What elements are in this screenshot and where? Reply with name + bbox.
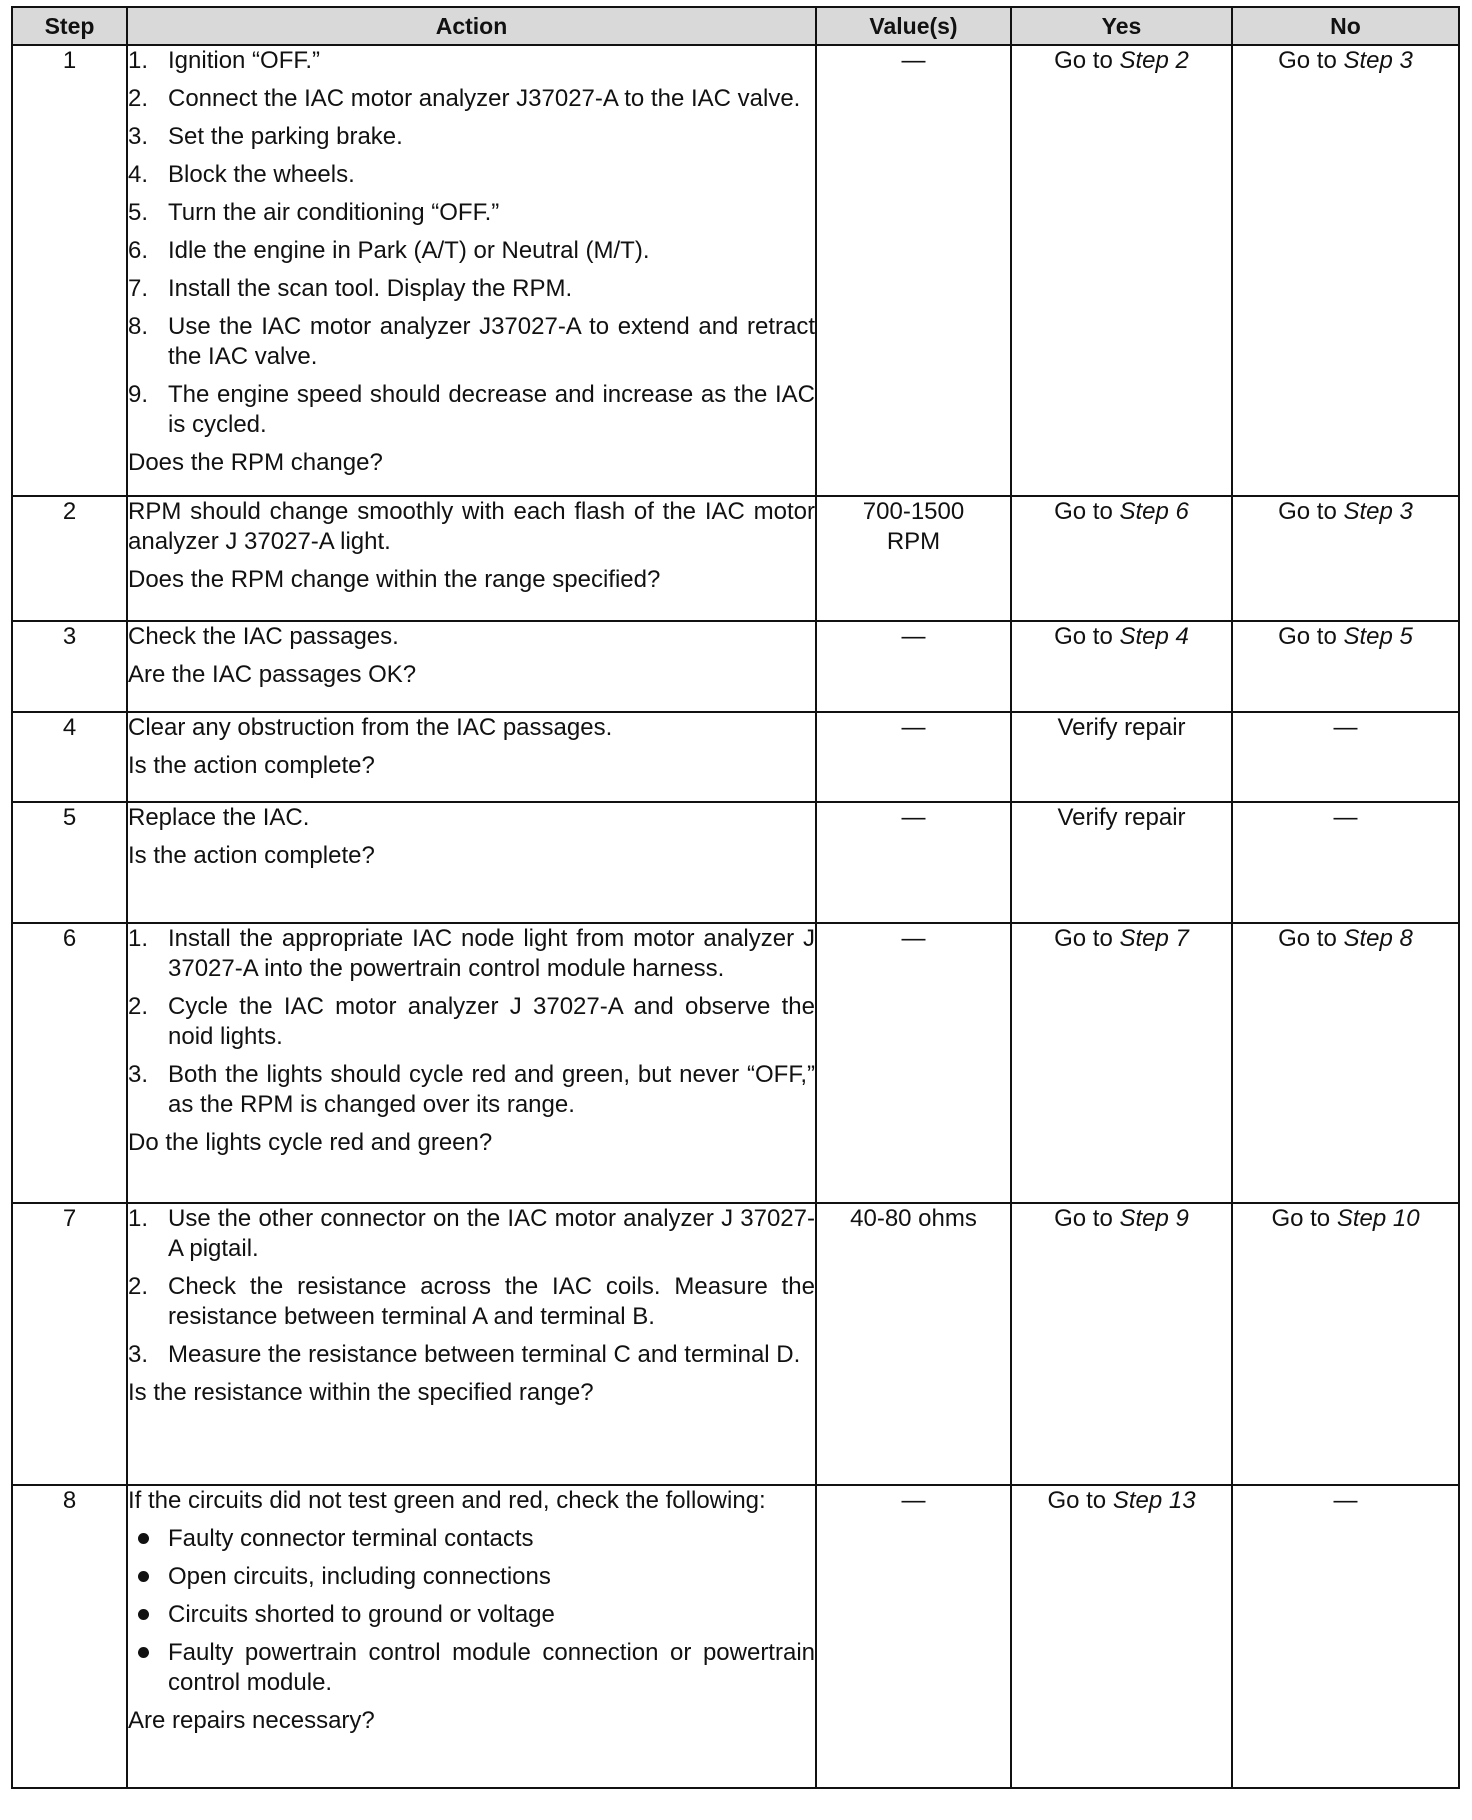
list-item: 7. Install the scan tool. Display the RPM. (128, 275, 573, 302)
bullet-icon (138, 1647, 149, 1658)
action-cell (127, 1203, 816, 1485)
list-item: 3. Both the lights should cycle red and green, but never “OFF,” as the RPM is changed over its range. (128, 1061, 815, 1118)
action-cell (127, 802, 816, 923)
list-item: 1. Ignition “OFF.” (128, 47, 321, 74)
no-step-link: Step 3 (1343, 498, 1413, 525)
list-item: 2. Connect the IAC motor analyzer J37027-A to the IAC valve. (128, 85, 801, 112)
diagnostic-table (11, 6, 1460, 1789)
action-question: Are repairs necessary? (128, 1707, 375, 1734)
value-cell: — (816, 1485, 1011, 1788)
action-cell (127, 1485, 816, 1788)
bullet-icon (138, 1571, 149, 1582)
yes-step-link: Step 9 (1119, 1205, 1189, 1232)
value-cell: — (816, 45, 1011, 496)
value-line: 700-1500 (862, 498, 965, 525)
action-cell (127, 45, 816, 496)
list-item: 6. Idle the engine in Park (A/T) or Neutral (M/T). (128, 237, 650, 264)
table-row-step-8 (12, 1485, 1459, 1788)
no-cell: — (1232, 802, 1459, 923)
yes-step-link: Step 2 (1119, 47, 1189, 74)
no-step-link: Step 10 (1336, 1205, 1420, 1232)
table-row-step-6 (12, 923, 1459, 1203)
list-item: Faulty connector terminal contacts (128, 1524, 815, 1554)
action-question: Are the IAC passages OK? (128, 661, 417, 688)
yes-cell: Verify repair (1011, 712, 1232, 802)
step-number: 4 (12, 712, 127, 802)
action-text: If the circuits did not test green and red, check the following: (128, 1487, 766, 1514)
header-row (12, 7, 1459, 45)
yes-cell: Go to Step 13 (1011, 1485, 1232, 1788)
no-cell: Go to Step 3 (1232, 496, 1459, 621)
step-number: 8 (12, 1485, 127, 1788)
action-question: Is the action complete? (128, 752, 375, 779)
value-cell: — (816, 712, 1011, 802)
header-yes: Yes (1011, 7, 1232, 45)
checklist (128, 1524, 815, 1698)
list-item: 3. Measure the resistance between terminal C and terminal D. (128, 1341, 801, 1368)
action-question: Does the RPM change within the range specified? (128, 566, 661, 593)
action-question: Is the resistance within the specified range? (128, 1379, 594, 1406)
action-cell (127, 621, 816, 712)
no-cell: Go to Step 3 (1232, 45, 1459, 496)
action-list (128, 924, 815, 1120)
header-action: Action (127, 7, 816, 45)
value-cell: — (816, 802, 1011, 923)
step-number: 7 (12, 1203, 127, 1485)
no-cell: — (1232, 1485, 1459, 1788)
header-no: No (1232, 7, 1459, 45)
yes-cell: Verify repair (1011, 802, 1232, 923)
list-item: Open circuits, including connections (128, 1562, 815, 1592)
yes-step-link: Step 4 (1119, 623, 1189, 650)
action-text: RPM should change smoothly with each flash of the IAC motor analyzer J 37027-A light. (128, 498, 815, 555)
list-item: 3. Set the parking brake. (128, 123, 403, 150)
yes-cell: Go to Step 2 (1011, 45, 1232, 496)
table-row-step-3 (12, 621, 1459, 712)
step-number: 1 (12, 45, 127, 496)
table-row-step-4 (12, 712, 1459, 802)
yes-cell: Go to Step 6 (1011, 496, 1232, 621)
action-text: Clear any obstruction from the IAC passages. (128, 714, 613, 741)
no-step-link: Step 3 (1343, 47, 1413, 74)
action-cell (127, 923, 816, 1203)
value-line: RPM (886, 528, 941, 555)
value-cell: 40-80 ohms (816, 1203, 1011, 1485)
no-step-link: Step 8 (1343, 925, 1413, 952)
header-values: Value(s) (816, 7, 1011, 45)
list-item: 4. Block the wheels. (128, 161, 355, 188)
no-cell: Go to Step 8 (1232, 923, 1459, 1203)
action-text: Replace the IAC. (128, 804, 310, 831)
list-item: 2. Cycle the IAC motor analyzer J 37027-A and observe the noid lights. (128, 993, 815, 1050)
step-number: 3 (12, 621, 127, 712)
table-row-step-5 (12, 802, 1459, 923)
action-list (128, 46, 815, 440)
step-number: 2 (12, 496, 127, 621)
yes-cell: Go to Step 4 (1011, 621, 1232, 712)
no-cell: Go to Step 10 (1232, 1203, 1459, 1485)
yes-step-link: Step 7 (1119, 925, 1189, 952)
step-number: 6 (12, 923, 127, 1203)
list-item: 8. Use the IAC motor analyzer J37027-A to extend and retract the IAC valve. (128, 313, 815, 370)
table-row-step-7 (12, 1203, 1459, 1485)
value-cell: — (816, 923, 1011, 1203)
header-step: Step (12, 7, 127, 45)
action-list (128, 1204, 815, 1370)
no-cell: — (1232, 712, 1459, 802)
list-item: 9. The engine speed should decrease and increase as the IAC is cycled. (128, 381, 815, 438)
action-question: Do the lights cycle red and green? (128, 1129, 493, 1156)
step-number: 5 (12, 802, 127, 923)
value-cell: — (816, 621, 1011, 712)
action-question: Does the RPM change? (128, 449, 383, 476)
yes-step-link: Step 6 (1119, 498, 1189, 525)
yes-step-link: Step 13 (1112, 1487, 1196, 1514)
list-item: 2. Check the resistance across the IAC coils. Measure the resistance between terminal A and terminal B. (128, 1273, 815, 1330)
action-question: Is the action complete? (128, 842, 375, 869)
no-cell: Go to Step 5 (1232, 621, 1459, 712)
table-row-step-1 (12, 45, 1459, 496)
value-cell (816, 496, 1011, 621)
list-item: 5. Turn the air conditioning “OFF.” (128, 199, 500, 226)
list-item: 1. Install the appropriate IAC node light from motor analyzer J 37027-A into the powertrain control module harness. (128, 925, 815, 982)
yes-cell: Go to Step 9 (1011, 1203, 1232, 1485)
list-item: 1. Use the other connector on the IAC motor analyzer J 37027-A pigtail. (128, 1205, 815, 1262)
table-row-step-2 (12, 496, 1459, 621)
list-item: Faulty powertrain control module connection or powertrain control module. (128, 1638, 815, 1698)
bullet-icon (138, 1533, 149, 1544)
list-item: Circuits shorted to ground or voltage (128, 1600, 815, 1630)
yes-cell: Go to Step 7 (1011, 923, 1232, 1203)
bullet-icon (138, 1609, 149, 1620)
no-step-link: Step 5 (1343, 623, 1413, 650)
action-text: Check the IAC passages. (128, 623, 399, 650)
action-cell (127, 496, 816, 621)
action-cell (127, 712, 816, 802)
